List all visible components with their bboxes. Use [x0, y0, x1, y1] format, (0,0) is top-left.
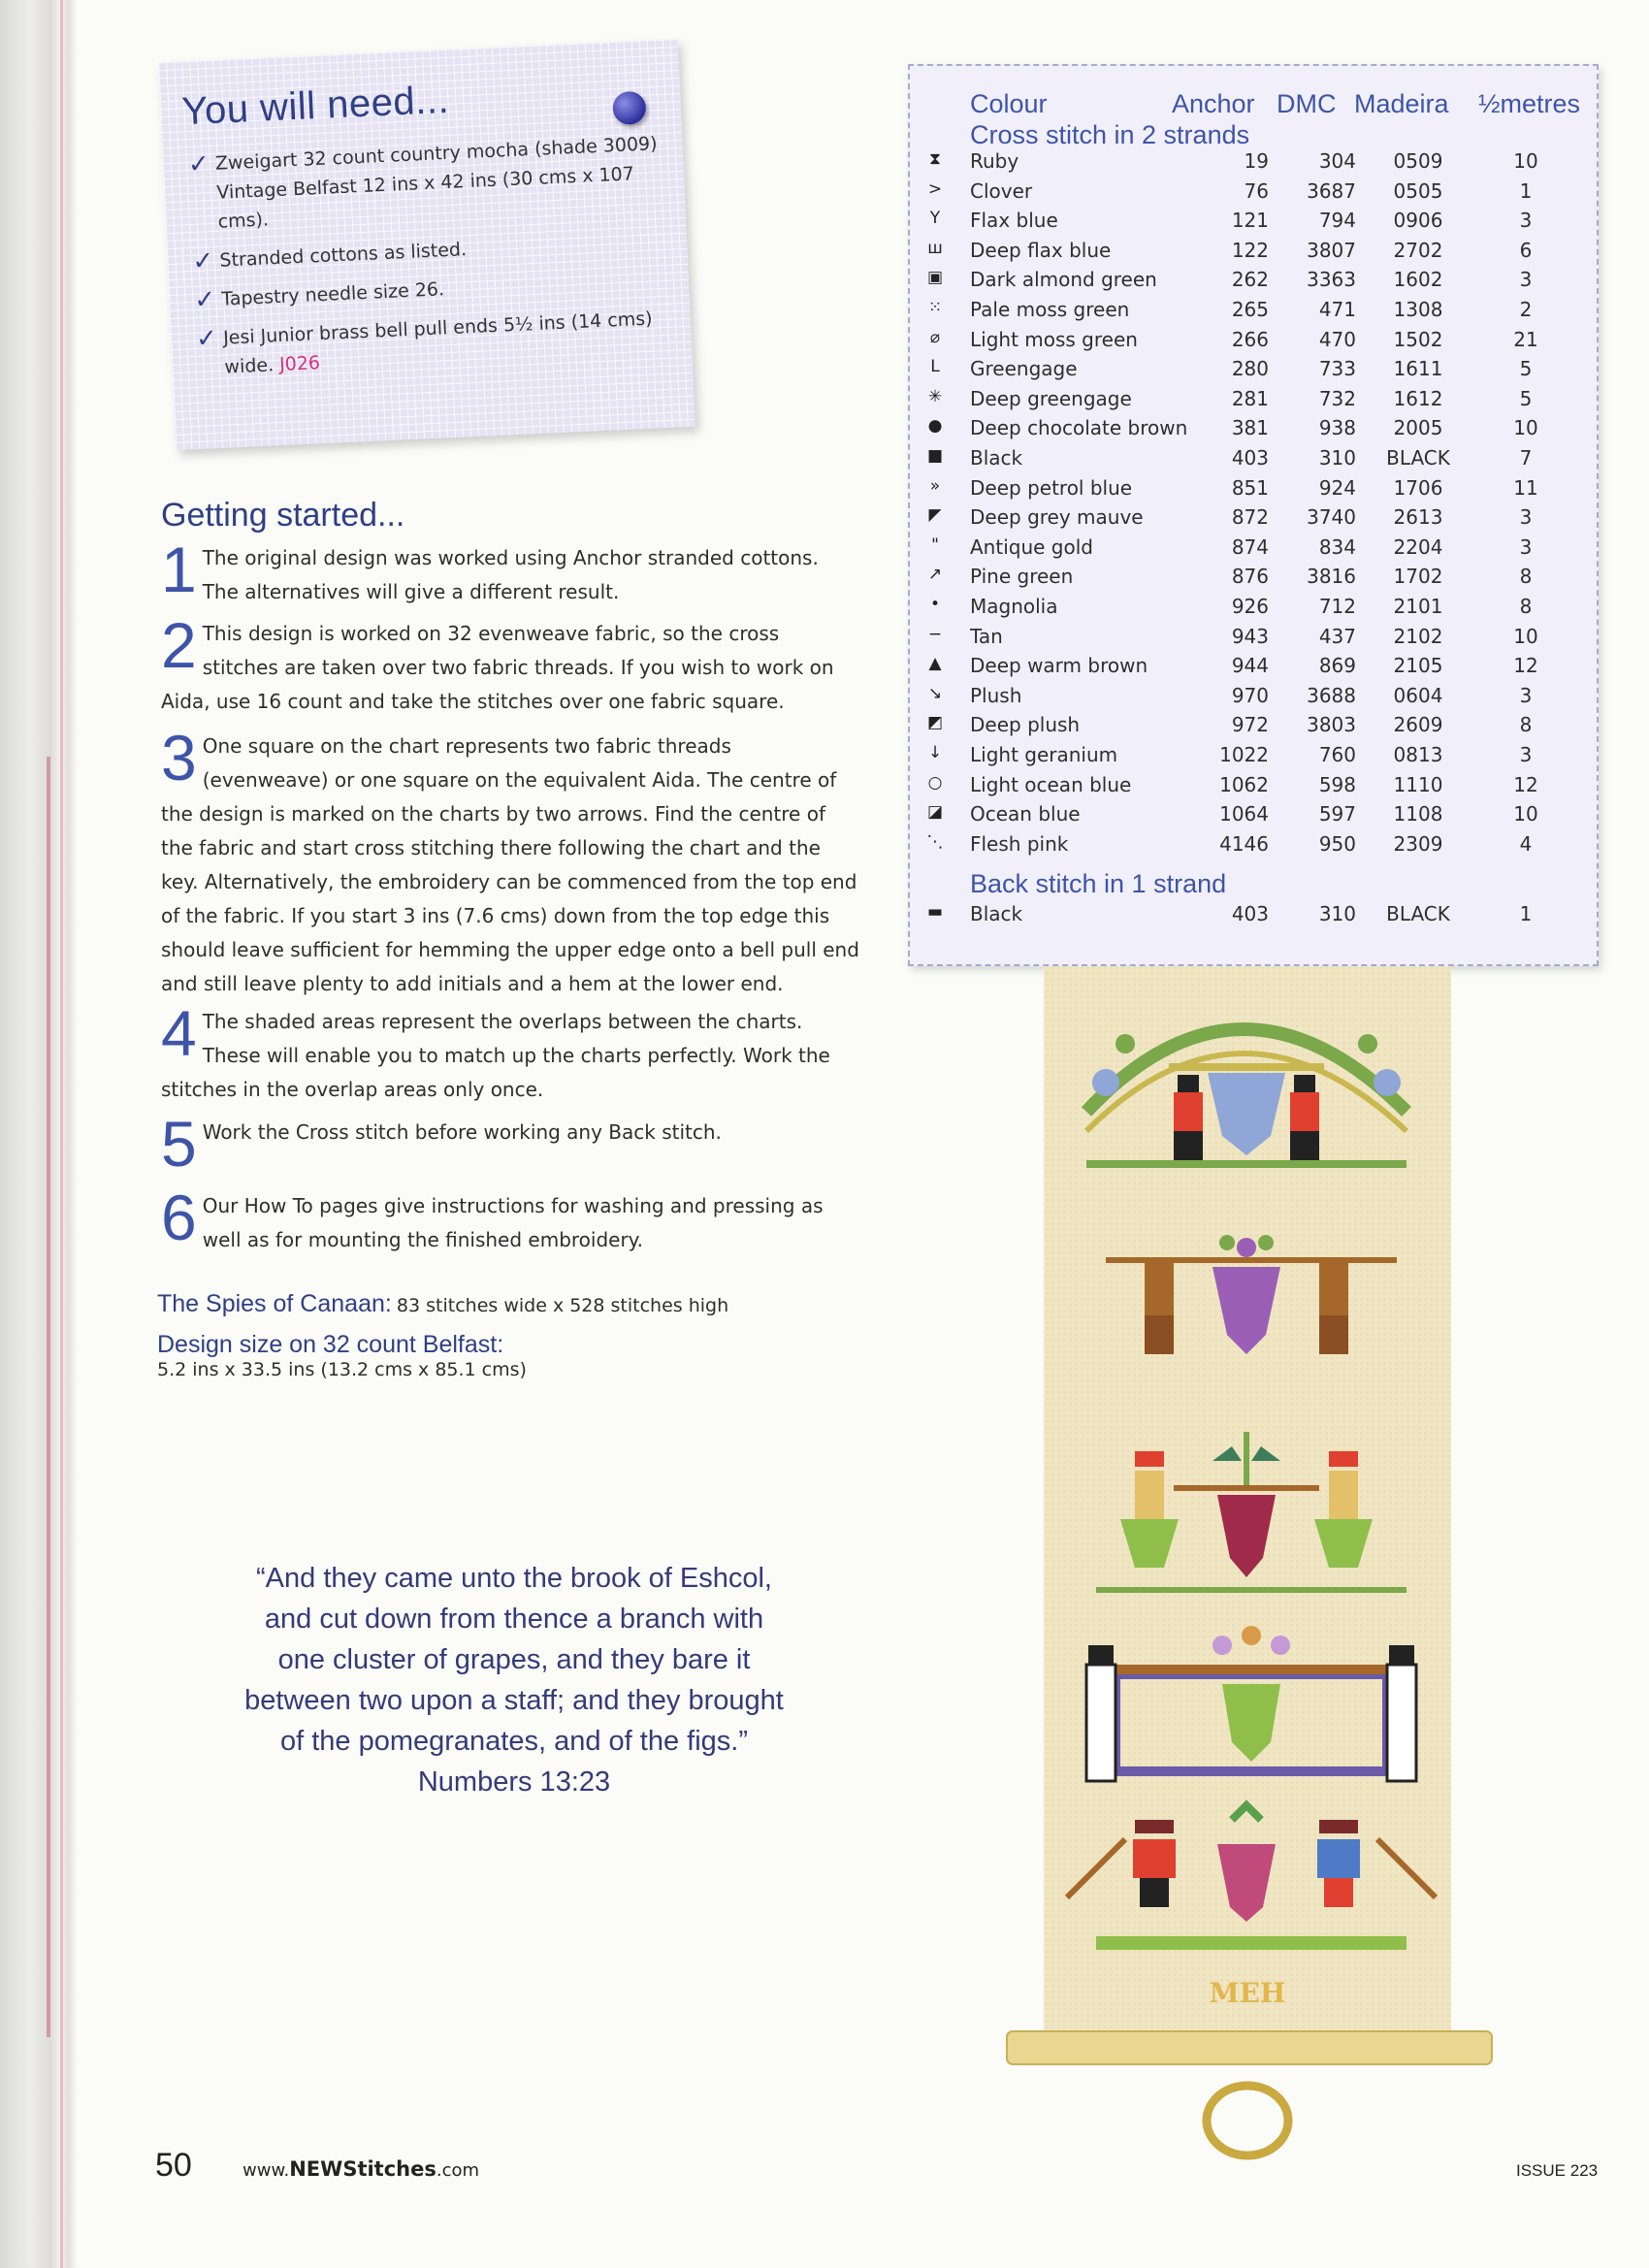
- you-will-need-note: [158, 39, 695, 450]
- pushpin-icon: [612, 91, 647, 126]
- step-text: This design is worked on 32 evenweave fabric, so the cross stitches are taken over two fabric threads. If you wish to work on Aida, use 16 count and take the stitches over one fabric square.: [161, 622, 834, 713]
- anchor-number: 874: [1231, 535, 1269, 559]
- anchor-number: 265: [1231, 298, 1269, 321]
- madeira-number: 0604: [1393, 683, 1443, 707]
- half-metres: 12: [1513, 772, 1538, 796]
- stitch-symbol-icon: ↗: [927, 565, 943, 585]
- stitch-symbol-icon: >: [927, 178, 943, 199]
- thread-colour: Deep grey mauve: [970, 505, 1144, 530]
- requirements-list: [185, 129, 671, 393]
- madeira-number: 2609: [1393, 713, 1443, 737]
- checkmark-icon: ✓: [187, 149, 210, 180]
- stitch-symbol-icon: L: [930, 357, 940, 377]
- design-size: [157, 1331, 894, 1380]
- thread-colour: Deep petrol blue: [970, 475, 1133, 500]
- stitch-symbol-icon: ◩: [926, 713, 944, 733]
- key-row: [910, 802, 1600, 831]
- anchor-number: 876: [1231, 565, 1269, 589]
- anchor-number: 121: [1231, 209, 1269, 233]
- half-metres: 21: [1513, 327, 1538, 351]
- thread-colour: Ruby: [970, 149, 1019, 173]
- key-row: [910, 505, 1600, 535]
- key-row: [910, 535, 1600, 565]
- key-row: [910, 298, 1600, 327]
- checkmark-icon: ✓: [193, 284, 216, 315]
- cross-stitch-title: Cross stitch in 2 strands: [970, 120, 1250, 149]
- half-metres: 11: [1513, 475, 1538, 500]
- stitch-symbol-icon: ⧗: [929, 149, 941, 169]
- half-metres: 7: [1519, 446, 1533, 470]
- half-metres: 10: [1513, 149, 1538, 173]
- step-text: Work the Cross stitch before working any Back stitch.: [202, 1120, 722, 1144]
- half-metres: 8: [1519, 713, 1533, 737]
- thread-colour: Tan: [970, 624, 1003, 648]
- step-6: [161, 1182, 859, 1257]
- product-code: J026: [278, 352, 321, 376]
- half-metres: 10: [1513, 624, 1538, 648]
- madeira-number: 1110: [1393, 772, 1443, 796]
- half-metres: 3: [1519, 743, 1533, 766]
- step-4: [161, 997, 859, 1107]
- step-number: 6: [161, 1182, 197, 1253]
- thread-colour: Deep chocolate brown: [970, 416, 1188, 440]
- madeira-number: 0509: [1393, 149, 1443, 173]
- dmc-number: 3803: [1307, 713, 1356, 737]
- key-row: [910, 179, 1600, 209]
- thread-colour: Deep flax blue: [970, 238, 1112, 262]
- dmc-number: 310: [1318, 446, 1356, 470]
- dmc-number: 712: [1318, 595, 1356, 618]
- step-text: Our How To pages give instructions for washing and pressing as well as for mounting the finished embroidery.: [202, 1194, 824, 1251]
- half-metres: 12: [1513, 654, 1538, 678]
- dmc-number: 3816: [1307, 565, 1356, 589]
- header-colour: Colour: [970, 89, 1048, 118]
- stitch-symbol-icon: ▲: [928, 654, 942, 674]
- key-row: [910, 446, 1600, 475]
- key-row: [910, 387, 1600, 416]
- anchor-number: 1064: [1219, 802, 1269, 826]
- dmc-number: 760: [1318, 743, 1356, 766]
- step-number: 2: [161, 609, 197, 681]
- stitch-symbol-icon: ◪: [926, 802, 944, 823]
- key-row: [910, 625, 1600, 654]
- getting-started-title: Getting started...: [161, 497, 405, 534]
- header-dmc: DMC: [1277, 89, 1337, 118]
- madeira-number: 2204: [1393, 535, 1443, 559]
- madeira-number: 1706: [1393, 475, 1443, 500]
- anchor-number: 280: [1231, 357, 1269, 381]
- dmc-number: 437: [1318, 624, 1356, 648]
- thread-colour: Dark almond green: [970, 268, 1157, 292]
- thread-colour: Deep warm brown: [970, 654, 1148, 678]
- anchor-number: 281: [1231, 386, 1269, 410]
- anchor-number: 403: [1231, 446, 1269, 470]
- brass-rod: [1007, 2031, 1492, 2064]
- madeira-number: 2702: [1393, 238, 1443, 262]
- half-metres: 5: [1519, 357, 1533, 381]
- stitch-symbol-icon: ○: [927, 772, 943, 793]
- madeira-number: 1612: [1393, 386, 1443, 410]
- anchor-number: 1062: [1219, 772, 1269, 796]
- design-size-value: 5.2 ins x 33.5 ins (13.2 cms x 85.1 cms): [157, 1359, 527, 1380]
- website-url: www.NEWStitches.com: [242, 2157, 480, 2181]
- step-number: 5: [161, 1108, 197, 1180]
- stitch-symbol-icon: ↓: [927, 743, 943, 762]
- anchor-number: 851: [1231, 475, 1269, 500]
- header-madeira: Madeira: [1354, 89, 1449, 118]
- spine-line-dark: [47, 757, 50, 2037]
- requirement-item: ✓ Stranded cottons as listed.: [191, 239, 468, 276]
- dmc-number: 3363: [1307, 268, 1356, 292]
- checkmark-icon: ✓: [191, 245, 215, 276]
- thread-colour: Ocean blue: [970, 802, 1081, 826]
- madeira-number: 2102: [1393, 624, 1443, 648]
- anchor-number: 76: [1244, 178, 1269, 203]
- checkmark-icon: ✓: [195, 323, 218, 354]
- key-row: [910, 713, 1600, 742]
- requirement-item: ✓ Tapestry needle size 26.: [193, 278, 445, 315]
- anchor-number: 403: [1231, 902, 1269, 925]
- stitch-symbol-icon: ✳: [927, 386, 943, 406]
- spine-line: [60, 0, 63, 2268]
- stitched-initials: MEH: [1209, 1977, 1286, 2009]
- thread-colour: Black: [970, 446, 1023, 470]
- thread-key-table: [908, 64, 1599, 966]
- step-number: 3: [161, 722, 197, 794]
- madeira-number: 2309: [1393, 831, 1443, 856]
- madeira-number: 1602: [1393, 268, 1443, 292]
- dmc-number: 938: [1318, 416, 1356, 440]
- requirement-item: ✓ Jesi Junior brass bell pull ends 5½ ins (14 cms) wide. J026: [195, 308, 653, 378]
- key-row: [910, 902, 1600, 931]
- key-row: [910, 328, 1600, 357]
- dmc-number: 471: [1318, 298, 1356, 321]
- key-row: [910, 773, 1600, 802]
- anchor-number: 926: [1231, 595, 1269, 618]
- madeira-number: 1108: [1393, 802, 1443, 826]
- anchor-number: 262: [1231, 268, 1269, 292]
- thread-colour: Light moss green: [970, 327, 1138, 351]
- half-metres: 3: [1519, 535, 1533, 559]
- header-anchor: Anchor: [1172, 89, 1255, 118]
- dmc-number: 869: [1318, 654, 1356, 678]
- stitch-symbol-icon: −: [927, 624, 943, 644]
- dmc-number: 3807: [1307, 238, 1356, 262]
- thread-colour: Light geranium: [970, 743, 1118, 766]
- design-stitch-count: [157, 1290, 894, 1318]
- stitch-symbol-icon: Y: [929, 209, 941, 229]
- design-name-value: 83 stitches wide x 528 stitches high: [396, 1295, 729, 1316]
- thread-colour: Flesh pink: [970, 831, 1069, 856]
- key-row: [910, 832, 1600, 861]
- thread-colour: Pine green: [970, 565, 1074, 589]
- bible-quote: “And they came unto the brook of Eshcol, and cut down from thence a branch with one cluster of grapes, and they bare it between two upon a staff; and they brought of the pomegranates, and of the figs.” Numbers 13:23: [244, 1563, 784, 1798]
- header-metres: ½metres: [1478, 89, 1581, 118]
- madeira-number: 2613: [1393, 505, 1443, 530]
- brass-ring-icon: [1207, 2086, 1288, 2155]
- madeira-number: 0505: [1393, 178, 1443, 203]
- madeira-number: 0906: [1393, 209, 1443, 233]
- half-metres: 8: [1519, 595, 1533, 618]
- stitch-symbol-icon: ⋱: [926, 831, 944, 852]
- stitch-symbol-icon: ◤: [928, 505, 942, 526]
- half-metres: 5: [1519, 386, 1533, 410]
- thread-colour: Greengage: [970, 357, 1078, 381]
- design-size-label: Design size on 32 count Belfast:: [157, 1331, 504, 1358]
- step-2: [161, 609, 859, 719]
- anchor-number: 266: [1231, 327, 1269, 351]
- dmc-number: 310: [1318, 902, 1356, 925]
- dmc-number: 834: [1318, 535, 1356, 559]
- key-row: [910, 149, 1600, 178]
- dmc-number: 470: [1318, 327, 1356, 351]
- step-3: [161, 722, 859, 1001]
- stitch-symbol-icon: ●: [927, 416, 943, 437]
- step-number: 4: [161, 997, 197, 1069]
- key-row: [910, 357, 1600, 386]
- dmc-number: 950: [1318, 831, 1356, 856]
- madeira-number: 2105: [1393, 654, 1443, 678]
- bell-pull-photo: [999, 966, 1523, 2179]
- key-row: [910, 684, 1600, 713]
- madeira-number: BLACK: [1386, 446, 1450, 470]
- back-stitch-title: Back stitch in 1 strand: [970, 869, 1227, 898]
- stitch-symbol-icon: ↘: [927, 683, 943, 703]
- dmc-number: 304: [1318, 149, 1356, 173]
- thread-colour: Black: [970, 902, 1023, 925]
- step-text: One square on the chart represents two fabric threads (evenweave) or one square on the equivalent Aida. The centre of the design is marked on the charts by two arrows. Find the centre of the fabric and start cross stitching there following the chart and the key. Alternatively, the embroidery can be commenced from the top end of the fabric. If you start 3 ins (7.6 cms) down from the top edge this should leave sufficient for hemming the upper edge onto a bell pull end and still leave plenty to add initials and a hem at the lower end.: [161, 734, 859, 995]
- key-row: [910, 595, 1600, 624]
- dmc-number: 794: [1318, 209, 1356, 233]
- dmc-number: 3687: [1307, 178, 1356, 203]
- thread-colour: Deep plush: [970, 713, 1081, 737]
- key-row: [910, 416, 1600, 445]
- design-name-label: The Spies of Canaan:: [157, 1290, 392, 1317]
- anchor-number: 970: [1231, 683, 1269, 707]
- key-row: [910, 239, 1600, 268]
- anchor-number: 972: [1231, 713, 1269, 737]
- thread-colour: Magnolia: [970, 595, 1058, 618]
- half-metres: 10: [1513, 416, 1538, 440]
- issue-number: ISSUE 223: [1516, 2161, 1599, 2180]
- thread-colour: Flax blue: [970, 209, 1058, 233]
- half-metres: 1: [1519, 178, 1533, 203]
- half-metres: 3: [1519, 268, 1533, 292]
- you-will-need-title: You will need...: [180, 78, 450, 134]
- page-number: 50: [155, 2147, 192, 2184]
- half-metres: 2: [1519, 298, 1533, 321]
- step-1: [161, 534, 859, 609]
- anchor-number: 944: [1231, 654, 1269, 678]
- anchor-number: 943: [1231, 624, 1269, 648]
- anchor-number: 872: [1231, 505, 1269, 530]
- madeira-number: BLACK: [1386, 902, 1450, 925]
- key-row: [910, 565, 1600, 594]
- thread-colour: Pale moss green: [970, 298, 1130, 321]
- thread-colour: Plush: [970, 683, 1022, 707]
- madeira-number: 1702: [1393, 565, 1443, 589]
- thread-colour: Antique gold: [970, 535, 1093, 559]
- stitch-symbol-icon: ▣: [926, 268, 944, 288]
- madeira-number: 1611: [1393, 357, 1443, 381]
- stitch-symbol-icon: •: [929, 595, 941, 614]
- key-row: [910, 268, 1600, 297]
- half-metres: 10: [1513, 802, 1538, 826]
- half-metres: 4: [1519, 831, 1533, 856]
- key-row: [910, 476, 1600, 505]
- dmc-number: 733: [1318, 357, 1356, 381]
- half-metres: 8: [1519, 565, 1533, 589]
- requirement-item: ✓ Zweigart 32 count country mocha (shade 3009) Vintage Belfast 12 ins x 42 ins (30 cms x 107 cms).: [187, 133, 658, 233]
- dmc-number: 597: [1318, 802, 1356, 826]
- madeira-number: 1308: [1393, 298, 1443, 321]
- dmc-number: 924: [1318, 475, 1356, 500]
- dmc-number: 3688: [1307, 683, 1356, 707]
- half-metres: 3: [1519, 209, 1533, 233]
- thread-colour: Clover: [970, 178, 1033, 203]
- madeira-number: 0813: [1393, 743, 1443, 766]
- step-text: The original design was worked using Anchor stranded cottons. The alternatives will give a different result.: [202, 546, 819, 603]
- half-metres: 3: [1519, 505, 1533, 530]
- page-spine: [0, 0, 78, 2268]
- key-row: [910, 209, 1600, 238]
- madeira-number: 1502: [1393, 327, 1443, 351]
- dmc-number: 732: [1318, 386, 1356, 410]
- stitch-symbol-icon: ш: [927, 238, 943, 258]
- anchor-number: 1022: [1219, 743, 1269, 766]
- stitch-symbol-icon: ■: [926, 446, 944, 466]
- anchor-number: 19: [1244, 149, 1269, 173]
- dmc-number: 3740: [1307, 505, 1356, 530]
- thread-colour: Deep greengage: [970, 386, 1132, 410]
- madeira-number: 2101: [1393, 595, 1443, 618]
- half-metres: 1: [1519, 902, 1533, 925]
- key-row: [910, 654, 1600, 683]
- thread-colour: Light ocean blue: [970, 772, 1132, 796]
- dmc-number: 598: [1318, 772, 1356, 796]
- stitch-symbol-icon: »: [929, 475, 941, 496]
- anchor-number: 381: [1231, 416, 1269, 440]
- key-row: [910, 743, 1600, 772]
- anchor-number: 4146: [1219, 831, 1269, 856]
- stitch-symbol-icon: ": [931, 535, 939, 555]
- stitch-symbol-icon: ⁙: [927, 298, 943, 317]
- stitch-symbol-icon: ⌀: [929, 327, 941, 347]
- step-number: 1: [161, 534, 197, 605]
- madeira-number: 2005: [1393, 416, 1443, 440]
- step-text: The shaded areas represent the overlaps between the charts. These will enable you to match up the charts perfectly. Work the stitches in the overlap areas only once.: [161, 1010, 830, 1101]
- half-metres: 3: [1519, 683, 1533, 707]
- anchor-number: 122: [1231, 238, 1269, 262]
- half-metres: 6: [1519, 238, 1533, 262]
- step-5: [161, 1108, 859, 1180]
- stitch-symbol-icon: ▬: [926, 902, 944, 922]
